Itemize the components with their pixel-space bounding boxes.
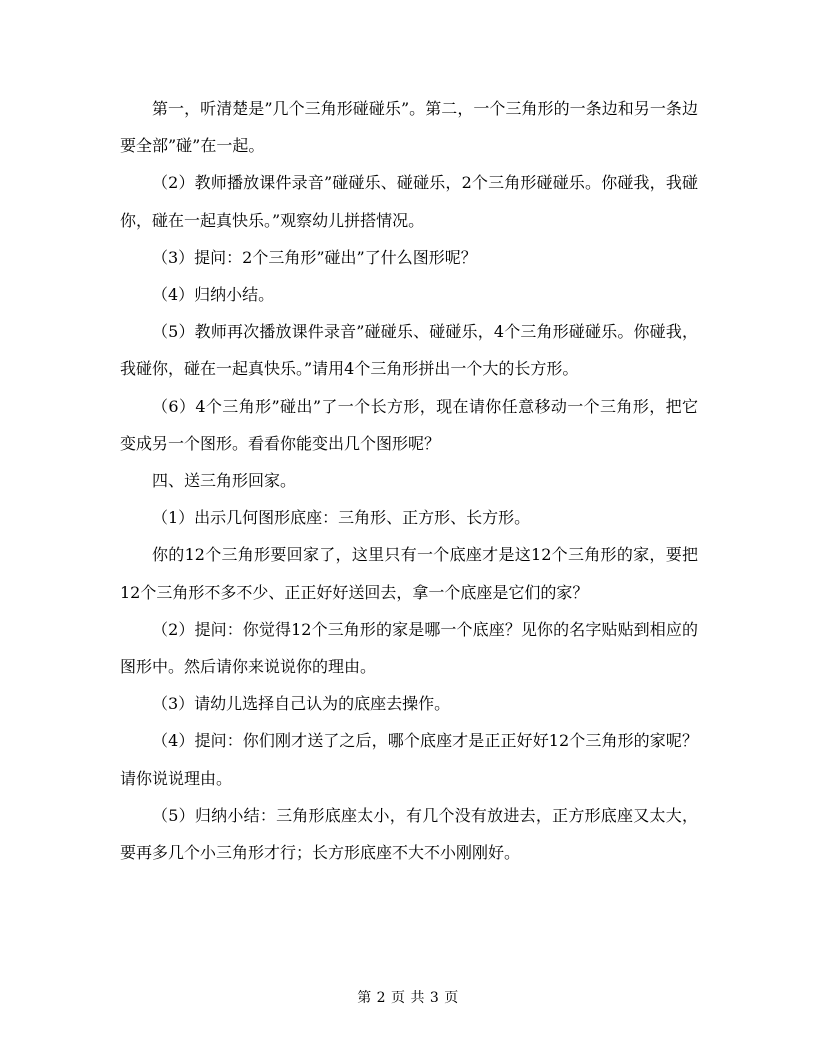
paragraph: 你的12个三角形要回家了，这里只有一个底座才是这12个三角形的家，要把12个三角形不多不少、正正好好送回去，拿一个底座是它们的家？ — [120, 545, 698, 602]
paragraph: （3）提问：2个三角形”碰出”了什么图形呢？ — [152, 247, 477, 267]
paragraph: （5）教师再次播放课件录音”碰碰乐、碰碰乐，4个三角形碰碰乐。你碰我，我碰你，碰在一起真快乐。”请用4个三角形拼出一个大的长方形。 — [120, 322, 698, 379]
paragraph: （2）教师播放课件录音”碰碰乐、碰碰乐，2个三角形碰碰乐。你碰我，我碰你，碰在一起真快乐。”观察幼儿拼搭情况。 — [120, 173, 698, 230]
paragraph: （4）归纳小结。 — [152, 285, 275, 305]
document-body — [120, 90, 698, 871]
paragraph: 第一，听清楚是”几个三角形碰碰乐”。第二，一个三角形的一条边和另一条边要全部”碰”在一起。 — [120, 99, 698, 156]
section-heading: 四、送三角形回家。 — [152, 471, 297, 491]
paragraph: （1）出示几何图形底座：三角形、正方形、长方形。 — [152, 508, 531, 528]
paragraph: （4）提问：你们刚才送了之后，哪个底座才是正正好好12个三角形的家呢？请你说说理由。 — [120, 731, 698, 788]
paragraph: （6）4个三角形”碰出”了一个长方形，现在请你任意移动一个三角形，把它变成另一个图形。看看你能变出几个图形呢？ — [120, 396, 698, 453]
paragraph: （2）提问：你觉得12个三角形的家是哪一个底座？见你的名字贴贴到相应的图形中。然后请你来说说你的理由。 — [120, 619, 698, 677]
page-footer: 第 2 页 共 3 页 — [357, 990, 459, 1006]
paragraph: （5）归纳小结：三角形底座太小，有几个没有放进去，正方形底座又太大，要再多几个小三角形才行；长方形底座不大不小刚刚好。 — [120, 805, 698, 863]
paragraph: （3）请幼儿选择自己认为的底座去操作。 — [152, 694, 451, 714]
